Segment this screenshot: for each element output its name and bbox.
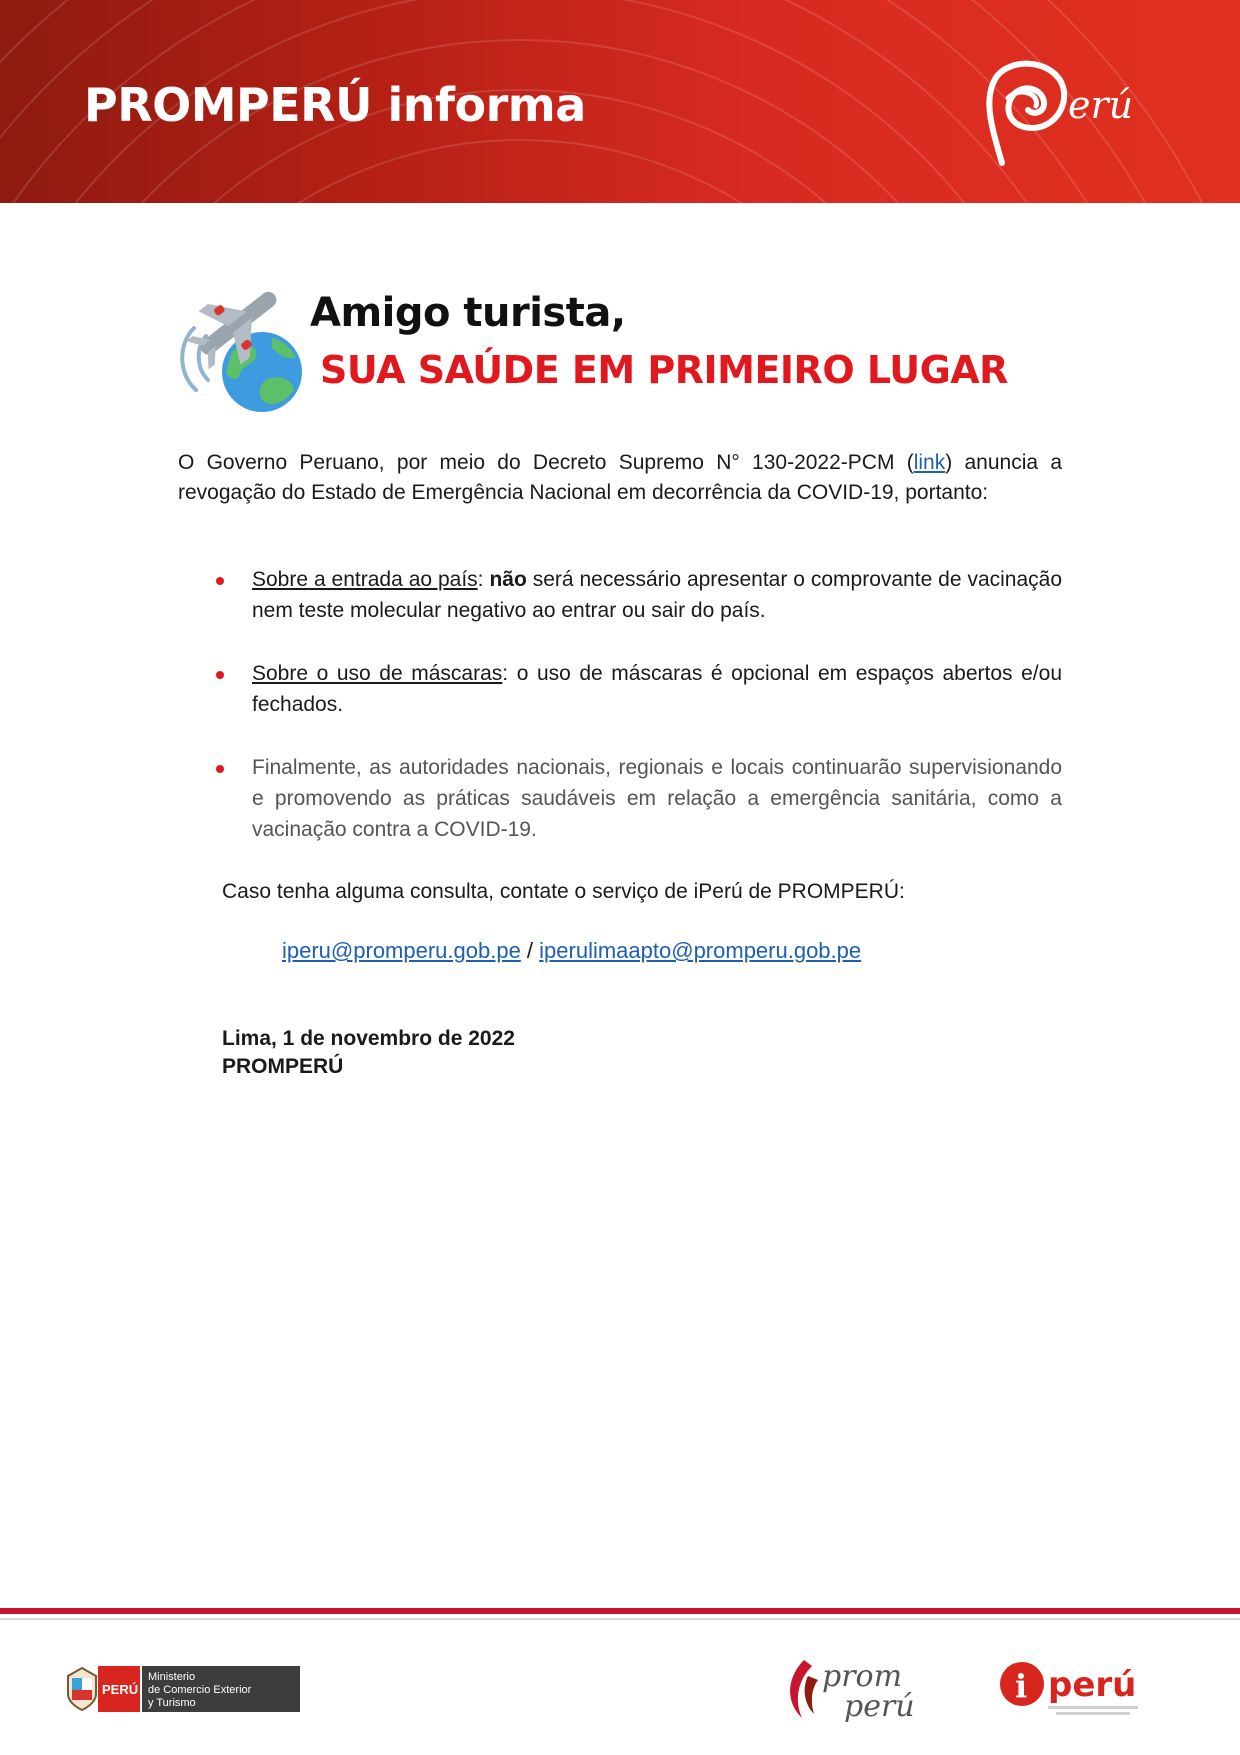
- promperu-logo: [778, 1656, 928, 1722]
- intro-text-after: ) anuncia a revogação do Estado de Emergência Nacional em decorrência da COVID-19, portanto:: [178, 451, 1063, 504]
- ministry-line-2: de Comercio Exterior: [148, 1684, 252, 1696]
- greeting-heading: Amigo turista,: [310, 290, 626, 336]
- email-link-iperu-lima-apto[interactable]: iperulimaapto@promperu.gob.pe: [539, 938, 862, 963]
- bullet-sep: :: [477, 568, 490, 591]
- bullet-heading: Sobre o uso de máscaras: [252, 662, 503, 685]
- contact-emails: [282, 938, 861, 964]
- list-item: [214, 564, 1062, 626]
- banner-title-main: PROMPERÚ: [84, 78, 372, 132]
- peru-logo-text: erú: [1068, 83, 1134, 127]
- bullet-text: Finalmente, as autoridades nacionais, regionais e locais continuarão supervisionando e promovendo as práticas saudáveis em relação a emergência sanitária, como a vacinação contra a COVID-19.: [252, 756, 1062, 841]
- list-item: [214, 752, 1062, 845]
- consult-text: Caso tenha alguma consulta, contate o serviço de iPerú de PROMPERÚ:: [222, 880, 905, 903]
- email-separator: /: [520, 938, 540, 963]
- bullet-dot-icon: [216, 765, 224, 773]
- bullet-dot-icon: [216, 671, 224, 679]
- iperu-logo-i: i: [1015, 1667, 1028, 1705]
- banner-title-rest: informa: [387, 78, 586, 132]
- bullet-sep: :: [502, 662, 517, 685]
- decree-link[interactable]: link: [913, 451, 946, 474]
- intro-text-before: O Governo Peruano, por meio do Decreto Supremo N° 130-2022-PCM (: [178, 451, 914, 474]
- signature-org: PROMPERÚ: [222, 1055, 344, 1078]
- iperu-logo: [998, 1654, 1158, 1724]
- bullet-text: será necessário apresentar o comprovante de vacinação nem teste molecular negativo ao entrar ou sair do país.: [252, 568, 1063, 622]
- header-banner: [0, 0, 1240, 203]
- promperu-logo-bottom: perú: [844, 1689, 915, 1722]
- footer-divider: [0, 1608, 1240, 1614]
- ministry-line-1: Ministerio: [148, 1671, 196, 1683]
- headline: SUA SAÚDE EM PRIMEIRO LUGAR: [320, 348, 1008, 392]
- bullet-text: o uso de máscaras é opcional em espaços abertos e/ou fechados.: [252, 662, 1062, 716]
- signature-block: [222, 1025, 515, 1081]
- airplane-globe-icon: [170, 282, 310, 414]
- bullet-heading: Sobre a entrada ao país: [252, 568, 478, 591]
- ministry-logo: [62, 1664, 302, 1714]
- list-item: [214, 658, 1062, 720]
- ministry-tag: PERÚ: [102, 1682, 139, 1697]
- ministry-line-3: y Turismo: [148, 1697, 196, 1709]
- promperu-logo-top: prom: [822, 1659, 903, 1694]
- banner-title: [84, 78, 586, 132]
- bullet-dot-icon: [216, 577, 224, 585]
- iperu-logo-text: perú: [1048, 1665, 1137, 1705]
- intro-paragraph: [178, 448, 1062, 508]
- signature-date: Lima, 1 de novembro de 2022: [222, 1027, 515, 1050]
- email-link-iperu[interactable]: iperu@promperu.gob.pe: [282, 938, 521, 963]
- footer-divider-thin: [0, 1618, 1240, 1620]
- bullet-emphasis: não: [489, 568, 527, 591]
- peru-brand-logo: [972, 58, 1162, 168]
- measures-list: [214, 564, 1062, 877]
